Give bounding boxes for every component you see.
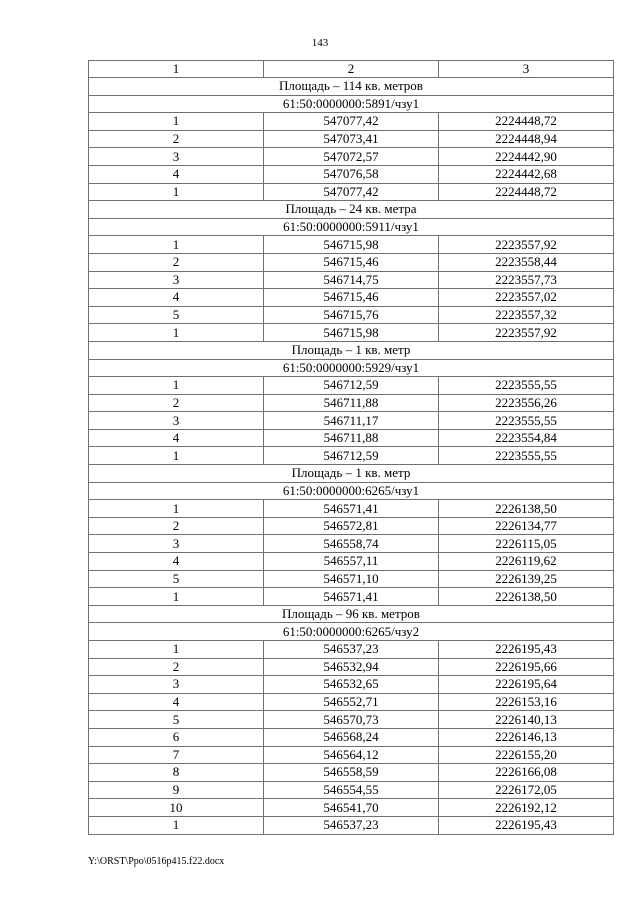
point-number-cell: 2 bbox=[89, 517, 264, 535]
y-coordinate-cell: 2224442,90 bbox=[439, 148, 614, 166]
y-coordinate-cell: 2226195,43 bbox=[439, 816, 614, 834]
x-coordinate-cell: 546537,23 bbox=[264, 816, 439, 834]
table-row bbox=[89, 377, 614, 395]
x-coordinate-cell: 546558,59 bbox=[264, 764, 439, 782]
x-coordinate-cell: 546570,73 bbox=[264, 711, 439, 729]
point-number-cell: 3 bbox=[89, 271, 264, 289]
section-area-row bbox=[89, 78, 614, 96]
section-area-label: Площадь – 114 кв. метров bbox=[89, 78, 614, 96]
point-number-cell: 1 bbox=[89, 377, 264, 395]
x-coordinate-cell: 546711,88 bbox=[264, 394, 439, 412]
section-area-label: Площадь – 96 кв. метров bbox=[89, 605, 614, 623]
x-coordinate-cell: 546572,81 bbox=[264, 517, 439, 535]
table-row bbox=[89, 148, 614, 166]
y-coordinate-cell: 2223554,84 bbox=[439, 429, 614, 447]
x-coordinate-cell: 546554,55 bbox=[264, 781, 439, 799]
point-number-cell: 1 bbox=[89, 324, 264, 342]
point-number-cell: 8 bbox=[89, 764, 264, 782]
point-number-cell: 3 bbox=[89, 148, 264, 166]
y-coordinate-cell: 2223555,55 bbox=[439, 447, 614, 465]
table-row bbox=[89, 517, 614, 535]
y-coordinate-cell: 2223558,44 bbox=[439, 253, 614, 271]
point-number-cell: 5 bbox=[89, 570, 264, 588]
point-number-cell: 9 bbox=[89, 781, 264, 799]
section-cadastral-row bbox=[89, 218, 614, 236]
point-number-cell: 1 bbox=[89, 588, 264, 606]
table-row bbox=[89, 746, 614, 764]
point-number-cell: 1 bbox=[89, 641, 264, 659]
x-coordinate-cell: 546715,46 bbox=[264, 289, 439, 307]
y-coordinate-cell: 2224448,94 bbox=[439, 130, 614, 148]
x-coordinate-cell: 546537,23 bbox=[264, 641, 439, 659]
table-row bbox=[89, 236, 614, 254]
y-coordinate-cell: 2223555,55 bbox=[439, 412, 614, 430]
y-coordinate-cell: 2226195,64 bbox=[439, 676, 614, 694]
table-row bbox=[89, 693, 614, 711]
point-number-cell: 3 bbox=[89, 535, 264, 553]
point-number-cell: 5 bbox=[89, 306, 264, 324]
x-coordinate-cell: 547076,58 bbox=[264, 165, 439, 183]
table-row bbox=[89, 289, 614, 307]
section-area-row bbox=[89, 341, 614, 359]
x-coordinate-cell: 546552,71 bbox=[264, 693, 439, 711]
section-cadastral-row bbox=[89, 95, 614, 113]
point-number-cell: 2 bbox=[89, 394, 264, 412]
section-area-row bbox=[89, 201, 614, 219]
y-coordinate-cell: 2224442,68 bbox=[439, 165, 614, 183]
x-coordinate-cell: 546711,17 bbox=[264, 412, 439, 430]
y-coordinate-cell: 2226138,50 bbox=[439, 588, 614, 606]
table-row bbox=[89, 412, 614, 430]
point-number-cell: 5 bbox=[89, 711, 264, 729]
table-header-row bbox=[89, 61, 614, 78]
point-number-cell: 4 bbox=[89, 429, 264, 447]
x-coordinate-cell: 546715,76 bbox=[264, 306, 439, 324]
table-row bbox=[89, 781, 614, 799]
y-coordinate-cell: 2223557,73 bbox=[439, 271, 614, 289]
table-row bbox=[89, 764, 614, 782]
x-coordinate-cell: 546568,24 bbox=[264, 728, 439, 746]
footer-file-path: Y:\ORST\Ppo\0516p415.f22.docx bbox=[88, 856, 225, 867]
x-coordinate-cell: 546571,41 bbox=[264, 588, 439, 606]
y-coordinate-cell: 2226140,13 bbox=[439, 711, 614, 729]
x-coordinate-cell: 546571,41 bbox=[264, 500, 439, 518]
section-cadastral-row bbox=[89, 623, 614, 641]
y-coordinate-cell: 2224448,72 bbox=[439, 113, 614, 131]
page-number: 143 bbox=[311, 37, 329, 49]
table-row bbox=[89, 324, 614, 342]
table-row bbox=[89, 799, 614, 817]
y-coordinate-cell: 2224448,72 bbox=[439, 183, 614, 201]
point-number-cell: 2 bbox=[89, 658, 264, 676]
x-coordinate-cell: 546712,59 bbox=[264, 447, 439, 465]
point-number-cell: 6 bbox=[89, 728, 264, 746]
y-coordinate-cell: 2223557,92 bbox=[439, 324, 614, 342]
point-number-cell: 10 bbox=[89, 799, 264, 817]
y-coordinate-cell: 2226146,13 bbox=[439, 728, 614, 746]
table-row bbox=[89, 183, 614, 201]
point-number-cell: 4 bbox=[89, 693, 264, 711]
section-area-label: Площадь – 1 кв. метр bbox=[89, 465, 614, 483]
x-coordinate-cell: 546715,98 bbox=[264, 236, 439, 254]
point-number-cell: 4 bbox=[89, 165, 264, 183]
point-number-cell: 4 bbox=[89, 553, 264, 571]
y-coordinate-cell: 2226166,08 bbox=[439, 764, 614, 782]
x-coordinate-cell: 547073,41 bbox=[264, 130, 439, 148]
x-coordinate-cell: 546557,11 bbox=[264, 553, 439, 571]
point-number-cell: 1 bbox=[89, 500, 264, 518]
point-number-cell: 1 bbox=[89, 113, 264, 131]
x-coordinate-cell: 546541,70 bbox=[264, 799, 439, 817]
table-row bbox=[89, 429, 614, 447]
y-coordinate-cell: 2223557,02 bbox=[439, 289, 614, 307]
x-coordinate-cell: 546564,12 bbox=[264, 746, 439, 764]
y-coordinate-cell: 2226134,77 bbox=[439, 517, 614, 535]
y-coordinate-cell: 2223556,26 bbox=[439, 394, 614, 412]
y-coordinate-cell: 2226115,05 bbox=[439, 535, 614, 553]
table-row bbox=[89, 535, 614, 553]
table-row bbox=[89, 113, 614, 131]
point-number-cell: 3 bbox=[89, 412, 264, 430]
table-row bbox=[89, 816, 614, 834]
table-row bbox=[89, 711, 614, 729]
y-coordinate-cell: 2223557,32 bbox=[439, 306, 614, 324]
x-coordinate-cell: 547077,42 bbox=[264, 183, 439, 201]
x-coordinate-cell: 546571,10 bbox=[264, 570, 439, 588]
y-coordinate-cell: 2226192,12 bbox=[439, 799, 614, 817]
column-header-1: 1 bbox=[89, 61, 264, 78]
section-area-label: Площадь – 1 кв. метр bbox=[89, 341, 614, 359]
point-number-cell: 2 bbox=[89, 253, 264, 271]
section-cadastral-number: 61:50:0000000:5911/чзу1 bbox=[89, 218, 614, 236]
table-row bbox=[89, 500, 614, 518]
table-row bbox=[89, 165, 614, 183]
section-cadastral-number: 61:50:0000000:5891/чзу1 bbox=[89, 95, 614, 113]
point-number-cell: 7 bbox=[89, 746, 264, 764]
section-area-row bbox=[89, 605, 614, 623]
table-row bbox=[89, 447, 614, 465]
table-row bbox=[89, 658, 614, 676]
x-coordinate-cell: 547072,57 bbox=[264, 148, 439, 166]
y-coordinate-cell: 2223555,55 bbox=[439, 377, 614, 395]
section-cadastral-number: 61:50:0000000:5929/чзу1 bbox=[89, 359, 614, 377]
point-number-cell: 1 bbox=[89, 183, 264, 201]
y-coordinate-cell: 2223557,92 bbox=[439, 236, 614, 254]
table-row bbox=[89, 676, 614, 694]
y-coordinate-cell: 2226153,16 bbox=[439, 693, 614, 711]
x-coordinate-cell: 546532,94 bbox=[264, 658, 439, 676]
section-cadastral-number: 61:50:0000000:6265/чзу1 bbox=[89, 482, 614, 500]
table-row bbox=[89, 394, 614, 412]
y-coordinate-cell: 2226138,50 bbox=[439, 500, 614, 518]
table-row bbox=[89, 306, 614, 324]
section-area-label: Площадь – 24 кв. метра bbox=[89, 201, 614, 219]
column-header-2: 2 bbox=[264, 61, 439, 78]
point-number-cell: 1 bbox=[89, 447, 264, 465]
section-cadastral-row bbox=[89, 482, 614, 500]
table-row bbox=[89, 271, 614, 289]
table-row bbox=[89, 570, 614, 588]
column-header-3: 3 bbox=[439, 61, 614, 78]
x-coordinate-cell: 546714,75 bbox=[264, 271, 439, 289]
table-row bbox=[89, 553, 614, 571]
point-number-cell: 1 bbox=[89, 236, 264, 254]
table-row bbox=[89, 728, 614, 746]
x-coordinate-cell: 546711,88 bbox=[264, 429, 439, 447]
x-coordinate-cell: 546715,98 bbox=[264, 324, 439, 342]
table-row bbox=[89, 253, 614, 271]
table-row bbox=[89, 641, 614, 659]
x-coordinate-cell: 546712,59 bbox=[264, 377, 439, 395]
point-number-cell: 4 bbox=[89, 289, 264, 307]
y-coordinate-cell: 2226155,20 bbox=[439, 746, 614, 764]
y-coordinate-cell: 2226119,62 bbox=[439, 553, 614, 571]
coordinates-table bbox=[88, 60, 614, 835]
y-coordinate-cell: 2226139,25 bbox=[439, 570, 614, 588]
section-cadastral-row bbox=[89, 359, 614, 377]
table-row bbox=[89, 588, 614, 606]
x-coordinate-cell: 546715,46 bbox=[264, 253, 439, 271]
y-coordinate-cell: 2226172,05 bbox=[439, 781, 614, 799]
coordinates-table-body bbox=[89, 61, 614, 835]
section-cadastral-number: 61:50:0000000:6265/чзу2 bbox=[89, 623, 614, 641]
y-coordinate-cell: 2226195,43 bbox=[439, 641, 614, 659]
point-number-cell: 1 bbox=[89, 816, 264, 834]
x-coordinate-cell: 546532,65 bbox=[264, 676, 439, 694]
table-row bbox=[89, 130, 614, 148]
point-number-cell: 2 bbox=[89, 130, 264, 148]
x-coordinate-cell: 546558,74 bbox=[264, 535, 439, 553]
section-area-row bbox=[89, 465, 614, 483]
y-coordinate-cell: 2226195,66 bbox=[439, 658, 614, 676]
x-coordinate-cell: 547077,42 bbox=[264, 113, 439, 131]
point-number-cell: 3 bbox=[89, 676, 264, 694]
